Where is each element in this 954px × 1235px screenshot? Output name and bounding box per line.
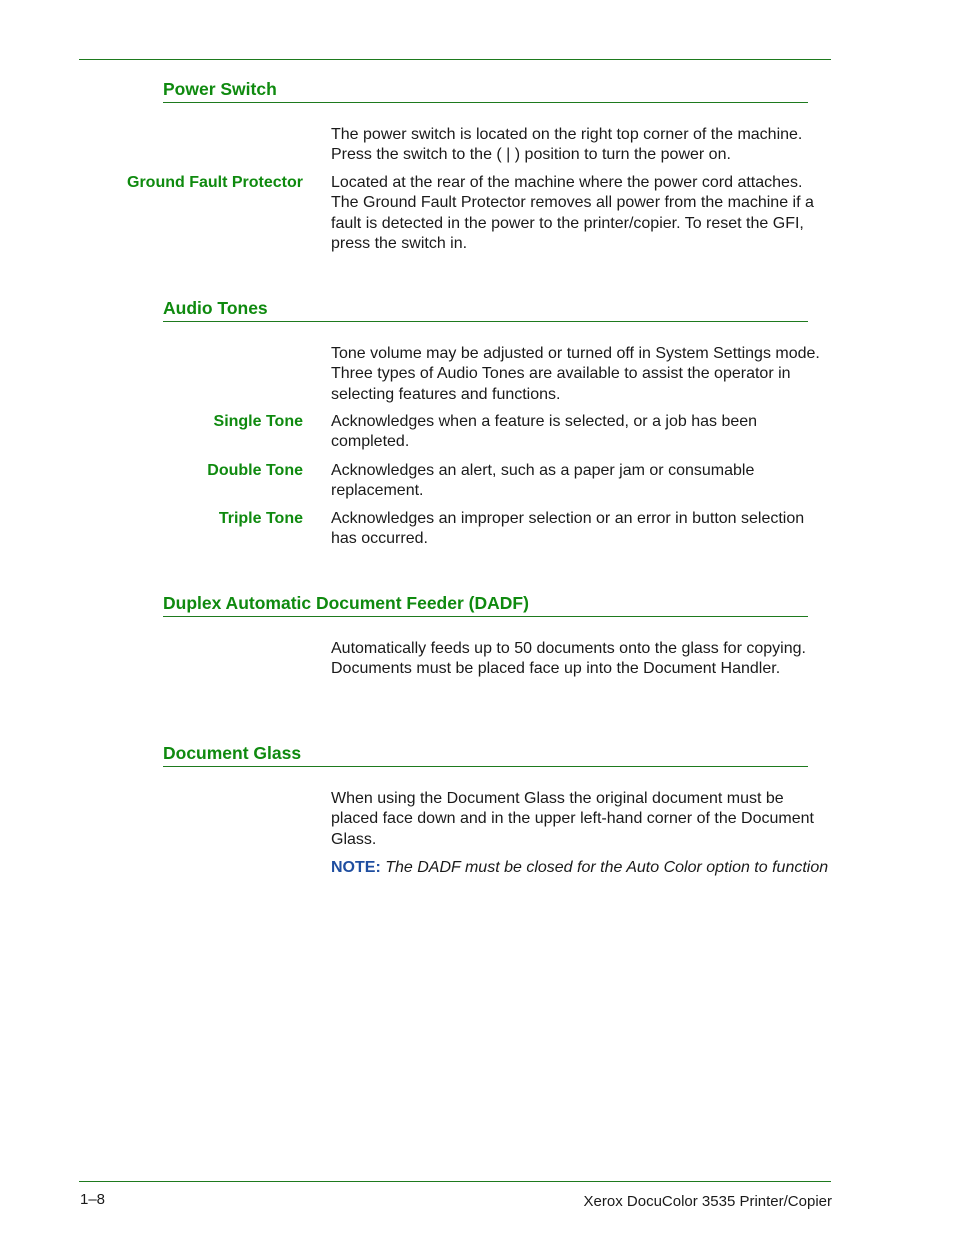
note-text: The DADF must be closed for the Auto Color option to function	[385, 859, 829, 876]
note-block	[331, 858, 831, 878]
label-double-tone: Double Tone	[207, 462, 303, 479]
power-switch-text: The power switch is located on the right top corner of the machine. Press the switch to the ( | ) position to turn the power on.	[331, 126, 803, 164]
header-rule	[79, 59, 831, 60]
audio-tones-text: Tone volume may be adjusted or turned off in System Settings mode. Three types of Audio Tones are available to assist the operator in selecting features and functions.	[331, 345, 820, 403]
note-label: NOTE:	[331, 859, 381, 876]
ground-fault-text: Located at the rear of the machine where the power cord attaches. The Ground Fault Protector removes all power from the machine if a fault is detected in the power to the printer/copier. To reset the GFI, press the switch in.	[331, 174, 814, 252]
footer-product-name: Xerox DocuColor 3535 Printer/Copier	[583, 1193, 832, 1210]
heading-dadf: Duplex Automatic Document Feeder (DADF)	[163, 593, 808, 617]
dadf-text: Automatically feeds up to 50 documents onto the glass for copying. Documents must be placed face up into the Document Handler.	[331, 640, 806, 678]
heading-document-glass: Document Glass	[163, 743, 808, 767]
footer-rule	[79, 1181, 831, 1182]
label-triple-tone: Triple Tone	[218, 510, 303, 527]
heading-audio-tones: Audio Tones	[163, 298, 808, 322]
page-number: 1–8	[80, 1191, 106, 1208]
label-ground-fault-protector: Ground Fault Protector	[127, 174, 303, 191]
triple-tone-text: Acknowledges an improper selection or an error in button selection has occurred.	[331, 510, 805, 548]
single-tone-text: Acknowledges when a feature is selected, or a job has been completed.	[331, 413, 758, 451]
heading-power-switch: Power Switch	[163, 79, 808, 103]
document-glass-text: When using the Document Glass the original document must be placed face down and in the upper left-hand corner of the Document Glass.	[331, 790, 814, 848]
label-single-tone: Single Tone	[213, 413, 303, 430]
double-tone-text: Acknowledges an alert, such as a paper jam or consumable replacement.	[331, 462, 755, 500]
